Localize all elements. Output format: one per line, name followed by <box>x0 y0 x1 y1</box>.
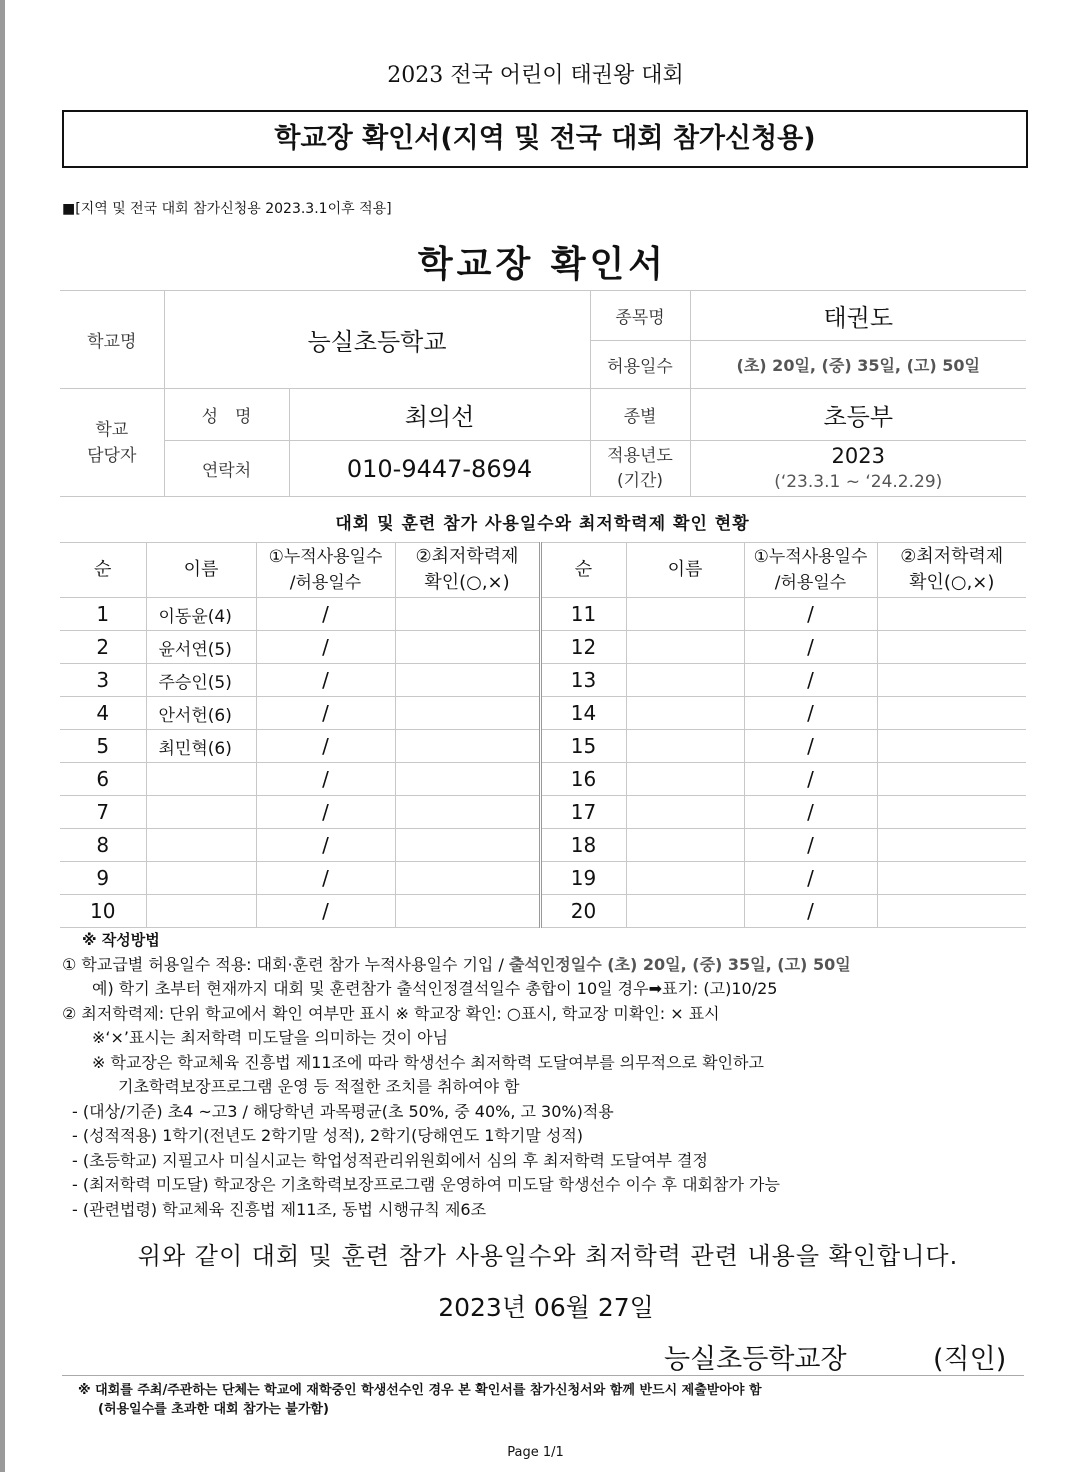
row-days: / <box>744 862 877 895</box>
detail-4: - (최저학력 미도달) 학교장은 기초학력보장프로그램 운영하여 미도달 학생선수 이수 후 대회참가 가능 <box>72 1175 780 1194</box>
col-min-right <box>877 543 1026 598</box>
row-days: / <box>744 730 877 763</box>
row-check <box>395 862 540 895</box>
roster-header-row <box>60 543 1026 598</box>
col-min-left <box>395 543 540 598</box>
contact-label-line1: 학교 <box>95 419 129 440</box>
year-value: 2023 <box>831 443 885 468</box>
col-days-left-l2: /허용일수 <box>289 573 362 593</box>
table-row <box>60 631 1026 664</box>
col-no-left: 순 <box>60 543 146 598</box>
row-check <box>877 598 1026 631</box>
row-no: 17 <box>540 796 626 829</box>
allowed-days-label: 허용일수 <box>590 341 690 389</box>
row-days: / <box>256 862 395 895</box>
roster-table <box>60 542 1026 928</box>
row-no: 10 <box>60 895 146 928</box>
row-no: 19 <box>540 862 626 895</box>
row-days: / <box>256 829 395 862</box>
row-no: 1 <box>60 598 146 631</box>
row-days: / <box>744 631 877 664</box>
table-row <box>60 829 1026 862</box>
row-days: / <box>256 895 395 928</box>
note-2-sub1: ※‘×’표시는 최저학력 미도달을 의미하는 것이 아님 <box>92 1028 449 1047</box>
note-1-example: 예) 학기 초부터 현재까지 대회 및 훈련참가 출석인정결석일수 총합이 10일 경우➡표기: (고)10/25 <box>92 979 778 998</box>
period-value: (‘23.3.1 ~ ‘24.2.29) <box>774 471 943 492</box>
signer-title: 능실초등학교장 <box>664 1344 847 1375</box>
col-min-right-l2: 확인(○,×) <box>909 572 995 593</box>
col-min-right-l1: ②최저학력제 <box>900 546 1004 567</box>
sport-label: 종목명 <box>590 291 690 341</box>
footer-divider <box>62 1375 1024 1376</box>
col-name-left: 이름 <box>146 543 256 598</box>
row-days: / <box>256 631 395 664</box>
page-number: Page 1/1 <box>507 1445 564 1460</box>
table-row <box>60 796 1026 829</box>
school-name: 능실초등학교 <box>164 291 590 389</box>
col-days-left <box>256 543 395 598</box>
issue-date: 2023년 06월 27일 <box>438 1293 654 1322</box>
note-1-text: ① 학교급별 허용일수 적용: 대회·훈련 참가 누적사용일수 기입 / <box>62 954 509 974</box>
col-min-left-l1: ②최저학력제 <box>415 546 519 567</box>
school-info-table <box>60 290 1026 497</box>
row-name <box>626 763 744 796</box>
row-days: / <box>744 829 877 862</box>
row-name <box>146 829 256 862</box>
row-days: / <box>256 796 395 829</box>
row-name <box>626 664 744 697</box>
writing-instructions <box>62 928 851 1222</box>
year-label <box>590 441 690 497</box>
row-days: / <box>256 598 395 631</box>
year-label-line1: 적용년도 <box>607 445 673 466</box>
row-no: 6 <box>60 763 146 796</box>
phone-value: 010-9447-8694 <box>289 441 590 497</box>
row-name <box>626 697 744 730</box>
row-check <box>877 862 1026 895</box>
col-days-left-l1: ①누적사용일수 <box>268 547 383 567</box>
table-row <box>60 730 1026 763</box>
contact-person-label <box>60 389 164 497</box>
note-2-sub2: ※ 학교장은 학교체육 진흥법 제11조에 따라 학생선수 최저학력 도달여부를 의무적으로 확인하고 <box>92 1052 764 1072</box>
row-no: 9 <box>60 862 146 895</box>
division-label: 종별 <box>590 389 690 441</box>
detail-2: - (성적적용) 1학기(전년도 2학기말 성적), 2학기(당해연도 1학기말 성적) <box>72 1126 584 1145</box>
row-check <box>395 829 540 862</box>
row-no: 13 <box>540 664 626 697</box>
footnote <box>78 1381 762 1419</box>
note-1 <box>62 953 851 978</box>
note-2: ② 최저학력제: 단위 학교에서 확인 여부만 표시 ※ 학교장 확인: ○표시, 학교장 미확인: × 표시 <box>62 1003 720 1023</box>
allowed-days-value: (초) 20일, (중) 35일, (고) 50일 <box>690 341 1026 389</box>
division-value: 초등부 <box>690 389 1026 441</box>
col-days-right-l2: /허용일수 <box>774 573 847 593</box>
row-check <box>395 664 540 697</box>
footnote-line1: ※ 대회를 주최/주관하는 단체는 학교에 재학중인 학생선수인 경우 본 확인서를 참가신청서와 함께 반드시 제출받아야 함 <box>78 1383 762 1398</box>
row-days: / <box>744 796 877 829</box>
row-name <box>626 730 744 763</box>
row-check <box>877 664 1026 697</box>
col-no-right: 순 <box>540 543 626 598</box>
row-name: 주승인(5) <box>146 664 256 697</box>
footnote-line2: (허용일수를 초과한 대회 참가는 불가함) <box>98 1402 329 1417</box>
row-check <box>395 796 540 829</box>
boxed-document-title: 학교장 확인서(지역 및 전국 대회 참가신청용) <box>62 110 1028 168</box>
person-name: 최의선 <box>289 389 590 441</box>
col-days-right <box>744 543 877 598</box>
row-days: / <box>744 598 877 631</box>
row-name: 최민혁(6) <box>146 730 256 763</box>
contact-label-line2: 담당자 <box>87 445 137 466</box>
col-name-right: 이름 <box>626 543 744 598</box>
applicability-note: ■[지역 및 전국 대회 참가신청용 2023.3.1이후 적용] <box>62 201 392 217</box>
row-name <box>146 763 256 796</box>
row-check <box>877 796 1026 829</box>
row-check <box>395 763 540 796</box>
row-days: / <box>744 664 877 697</box>
col-days-right-l1: ①누적사용일수 <box>753 547 868 567</box>
row-days: / <box>256 697 395 730</box>
row-name <box>146 895 256 928</box>
row-check <box>877 697 1026 730</box>
row-name <box>626 829 744 862</box>
row-days: / <box>256 664 395 697</box>
row-days: / <box>744 763 877 796</box>
table-row <box>60 895 1026 928</box>
row-no: 2 <box>60 631 146 664</box>
year-cell <box>690 441 1026 497</box>
sport-value: 태권도 <box>690 291 1026 341</box>
row-name <box>626 895 744 928</box>
row-name <box>146 796 256 829</box>
year-label-line2: (기간) <box>616 470 664 491</box>
row-check <box>395 697 540 730</box>
confirmation-statement: 위와 같이 대회 및 훈련 참가 사용일수와 최저학력 관련 내용을 확인합니다. <box>137 1242 959 1270</box>
detail-1: - (대상/기준) 초4 ~고3 / 해당학년 과목평균(초 50%, 중 40%, 고 30%)적용 <box>72 1101 614 1121</box>
phone-label: 연락처 <box>164 441 289 497</box>
row-no: 12 <box>540 631 626 664</box>
note-1-highlight: 출석인정일수 (초) 20일, (중) 35일, (고) 50일 <box>508 954 851 974</box>
row-check <box>877 829 1026 862</box>
row-no: 16 <box>540 763 626 796</box>
col-min-left-l2: 확인(○,×) <box>424 572 510 593</box>
row-no: 18 <box>540 829 626 862</box>
row-name <box>626 862 744 895</box>
row-name: 윤서연(5) <box>146 631 256 664</box>
row-check <box>877 763 1026 796</box>
person-name-label: 성 명 <box>164 389 289 441</box>
note-2-sub3: 기초학력보장프로그램 운영 등 적절한 조치를 취하여야 함 <box>118 1077 520 1096</box>
table-row <box>60 763 1026 796</box>
detail-5: - (관련법령) 학교체육 진흥법 제11조, 동법 시행규칙 제6조 <box>72 1199 487 1219</box>
detail-3: - (초등학교) 지필고사 미실시교는 학업성적관리위원회에서 심의 후 최저학력 도달여부 결정 <box>72 1150 708 1170</box>
row-days: / <box>744 697 877 730</box>
table-row <box>60 664 1026 697</box>
row-days: / <box>744 895 877 928</box>
document-heading: 학교장 확인서 <box>417 244 668 285</box>
row-name <box>626 796 744 829</box>
roster-section-title: 대회 및 훈련 참가 사용일수와 최저학력제 확인 현황 <box>335 514 750 534</box>
row-no: 20 <box>540 895 626 928</box>
row-name <box>146 862 256 895</box>
row-check <box>877 895 1026 928</box>
row-check <box>395 631 540 664</box>
row-no: 14 <box>540 697 626 730</box>
school-name-label: 학교명 <box>60 291 164 389</box>
row-days: / <box>256 763 395 796</box>
row-name: 이동윤(4) <box>146 598 256 631</box>
row-no: 15 <box>540 730 626 763</box>
row-no: 4 <box>60 697 146 730</box>
row-no: 3 <box>60 664 146 697</box>
row-days: / <box>256 730 395 763</box>
row-no: 5 <box>60 730 146 763</box>
row-check <box>395 730 540 763</box>
row-check <box>395 598 540 631</box>
row-no: 7 <box>60 796 146 829</box>
notes-heading: ※ 작성방법 <box>82 931 160 949</box>
row-name: 안서헌(6) <box>146 697 256 730</box>
event-title: 2023 전국 어린이 태권왕 대회 <box>387 63 684 88</box>
row-check <box>877 631 1026 664</box>
row-check <box>395 895 540 928</box>
row-check <box>877 730 1026 763</box>
table-row <box>60 697 1026 730</box>
row-no: 8 <box>60 829 146 862</box>
row-name <box>626 598 744 631</box>
table-row <box>60 862 1026 895</box>
table-row <box>60 598 1026 631</box>
row-name <box>626 631 744 664</box>
row-no: 11 <box>540 598 626 631</box>
official-seal-mark: (직인) <box>933 1344 1007 1375</box>
